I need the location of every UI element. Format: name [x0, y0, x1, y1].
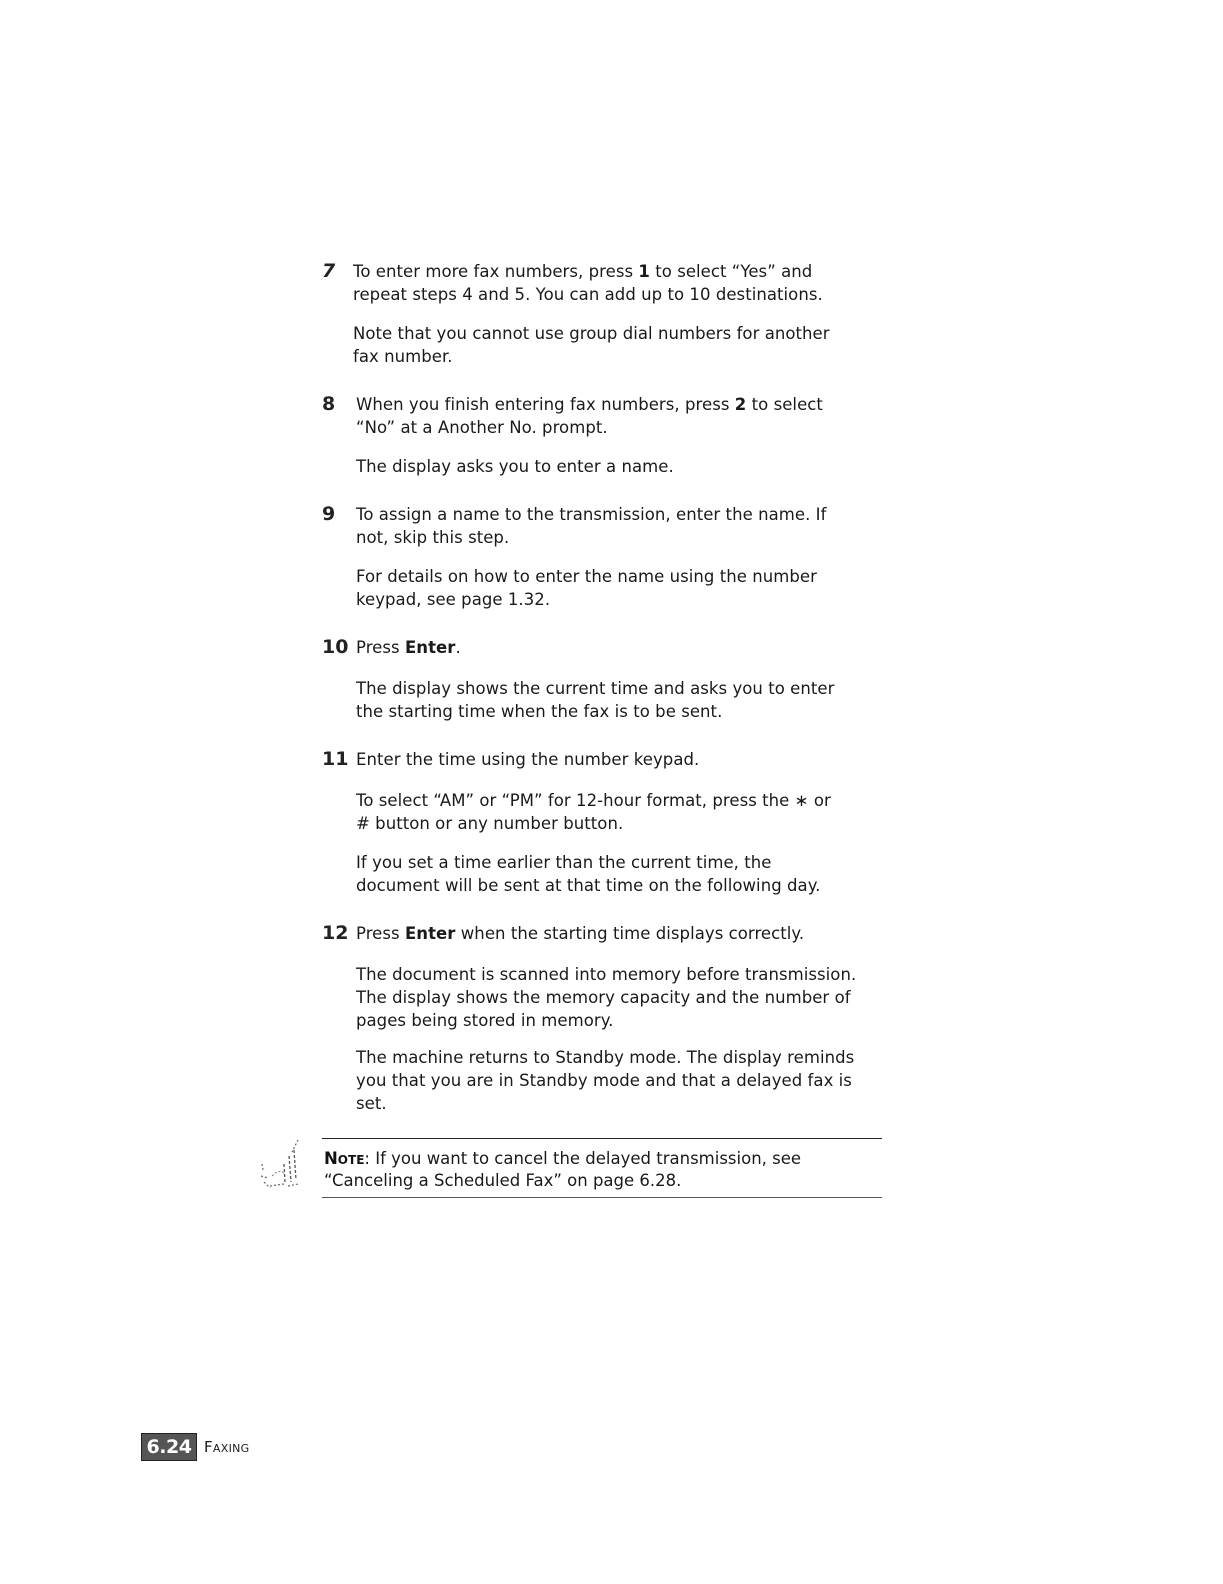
step-text-line: keypad, see page 1.32. — [356, 590, 551, 609]
step-text-line: Press Enter. — [356, 638, 461, 657]
step-text-line: set. — [356, 1094, 387, 1113]
step-number: 7 — [322, 260, 336, 282]
step-text-line: If you set a time earlier than the current time, the — [356, 853, 772, 872]
step-number: 11 — [322, 748, 349, 770]
step-text-line: pages being stored in memory. — [356, 1011, 614, 1030]
step-text-line: not, skip this step. — [356, 528, 510, 547]
step-text-line: The display asks you to enter a name. — [356, 457, 674, 476]
note-box — [322, 1138, 882, 1198]
step-text-line: # button or any number button. — [356, 814, 624, 833]
step-number: 12 — [322, 922, 349, 944]
step-text-line: the starting time when the fax is to be sent. — [356, 702, 723, 721]
step-text-line: Enter the time using the number keypad. — [356, 750, 700, 769]
step-text-line: The display shows the current time and asks you to enter — [356, 679, 835, 698]
step-text-line: fax number. — [353, 347, 453, 366]
step-text-line: The display shows the memory capacity and the number of — [356, 988, 851, 1007]
step-text-line: The document is scanned into memory before transmission. — [356, 965, 857, 984]
note-pencil-icon — [258, 1136, 304, 1198]
step-text-line: For details on how to enter the name using the number — [356, 567, 817, 586]
step-text-line: you that you are in Standby mode and that a delayed fax is — [356, 1071, 852, 1090]
step-text-line: document will be sent at that time on the following day. — [356, 876, 821, 895]
note-label: Note — [324, 1149, 365, 1168]
step-text-line: To assign a name to the transmission, enter the name. If — [356, 505, 827, 524]
step-text-line: To select “AM” or “PM” for 12-hour format, press the ∗ or — [356, 791, 831, 810]
chapter-name: Faxing — [204, 1438, 250, 1456]
note-text — [324, 1148, 801, 1192]
step-text-line: repeat steps 4 and 5. You can add up to 10 destinations. — [353, 285, 823, 304]
step-number: 8 — [322, 393, 336, 415]
step-text-line: Note that you cannot use group dial numbers for another — [353, 324, 830, 343]
step-number: 9 — [322, 503, 336, 525]
note-line-1: : If you want to cancel the delayed transmission, see — [364, 1149, 802, 1168]
note-line-2: “Canceling a Scheduled Fax” on page 6.28. — [324, 1171, 682, 1190]
step-text-line: The machine returns to Standby mode. The display reminds — [356, 1048, 855, 1067]
step-text-line: When you finish entering fax numbers, press 2 to select — [356, 395, 823, 414]
step-text-line: “No” at a Another No. prompt. — [356, 418, 608, 437]
page-number-badge: 6.24 — [141, 1433, 197, 1461]
step-text-line: Press Enter when the starting time displays correctly. — [356, 924, 805, 943]
step-text-line: To enter more fax numbers, press 1 to select “Yes” and — [353, 262, 813, 281]
step-number: 10 — [322, 636, 349, 658]
